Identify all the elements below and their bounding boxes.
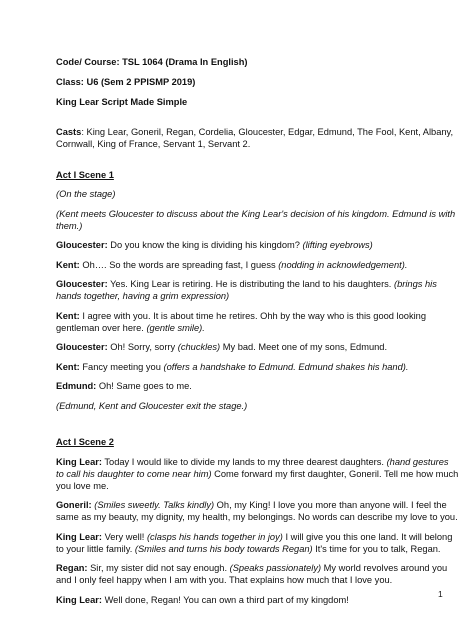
dialogue-text: Yes. King Lear is retiring. He is distributing the land to his daughters. <box>107 279 394 289</box>
dialogue-text: Today I would like to divide my lands to my three dearest daughters. <box>101 457 387 467</box>
stage-direction: (Smiles and turns his body towards Regan) <box>134 544 313 554</box>
casts-label: Casts <box>56 127 82 137</box>
dialogue-line <box>56 381 428 392</box>
dialogue-text: Fancy meeting you <box>79 362 164 372</box>
stage-direction: (clasps his hands together in joy) <box>146 532 283 542</box>
stage-direction: (brings his <box>393 279 437 289</box>
stage-direction: (offers a handshake to Edmund. Edmund shakes his hand). <box>163 362 409 372</box>
stage-direction: (nodding in acknowledgement). <box>278 260 408 270</box>
speaker: Gloucester: <box>56 240 108 250</box>
speaker: King Lear: <box>56 595 102 605</box>
stage-direction: (lifting eyebrows) <box>302 240 373 250</box>
speaker: King Lear: <box>56 532 102 542</box>
dialogue-line <box>56 311 428 322</box>
stage-direction: (chuckles) <box>177 342 221 352</box>
dialogue-text: Do you know the king is dividing his kingdom? <box>107 240 303 250</box>
dialogue-line: and I only feel happy when I am with you. That explains how much that I love you. <box>56 575 393 585</box>
casts-line-1 <box>56 127 454 138</box>
dialogue-line: you love me. <box>56 481 109 491</box>
dialogue-line <box>56 532 453 543</box>
stage-direction: (hand gestures <box>386 457 449 467</box>
stage-direction: (Speaks passionately) <box>229 563 322 573</box>
dialogue-line <box>56 457 449 468</box>
dialogue-text: to your little family. <box>56 544 135 554</box>
dialogue-text: gentleman over here. <box>56 323 147 333</box>
dialogue-line <box>56 240 428 251</box>
scene2-heading: Act I Scene 2 <box>56 437 114 447</box>
dialogue-line <box>56 260 428 271</box>
dialogue-line <box>56 342 428 353</box>
speaker: Regan: <box>56 563 88 573</box>
dialogue-text: I agree with you. It is about time he retires. Ohh by the way who is this good looking <box>79 311 426 321</box>
dialogue-line: same as my beauty, my dignity, my health, my belongings. No words can describe my love to you. <box>56 512 458 522</box>
speaker: Gloucester: <box>56 342 108 352</box>
speaker: King Lear: <box>56 457 102 467</box>
dialogue-line <box>56 469 459 480</box>
speaker: Edmund: <box>56 381 97 391</box>
dialogue-text: I will give you this one land. It will belong <box>282 532 453 542</box>
stage-direction: (gentle smile). <box>146 323 205 333</box>
dialogue-text: Oh…. So the words are spreading fast, I guess <box>79 260 279 270</box>
casts-text: : King Lear, Goneril, Regan, Cordelia, Gloucester, Edgar, Edmund, The Fool, Kent, Albany, <box>81 127 454 137</box>
speaker: Kent: <box>56 260 80 270</box>
stage-direction: (On the stage) <box>56 189 116 199</box>
stage-direction: (Smiles sweetly. Talks kindly) <box>91 500 215 510</box>
dialogue-line <box>56 544 441 555</box>
dialogue-text: Oh, my King! I love you more than anyone will. I feel the <box>214 500 447 510</box>
dialogue-text: Come forward my first daughter, Goneril. Tell me how much <box>211 469 459 479</box>
dialogue-line <box>56 323 428 334</box>
speaker: Kent: <box>56 362 80 372</box>
stage-direction: (Kent meets Gloucester to discuss about the King Lear's decision of his kingdom. Edmund is with <box>56 209 456 219</box>
stage-direction: hands together, having a grim expression) <box>56 291 230 301</box>
stage-direction: to call his daughter to come near him) <box>56 469 212 479</box>
dialogue-line <box>56 563 448 574</box>
dialogue-line <box>56 595 428 606</box>
dialogue-line <box>56 500 447 511</box>
scene1-heading: Act I Scene 1 <box>56 170 114 180</box>
dialogue-text: My bad. Meet one of my sons, Edmund. <box>220 342 388 352</box>
course-code: Code/ Course: TSL 1064 (Drama In English) <box>56 57 248 67</box>
dialogue-text: Sir, my sister did not say enough. <box>87 563 230 573</box>
stage-direction: them.) <box>56 221 83 231</box>
dialogue-line <box>56 279 437 290</box>
dialogue-line <box>56 362 428 373</box>
speaker: Gloucester: <box>56 279 108 289</box>
dialogue-text: Oh! Sorry, sorry <box>107 342 178 352</box>
document-title: King Lear Script Made Simple <box>56 97 188 107</box>
page-number: 1 <box>438 589 443 599</box>
casts-line-2: Cornwall, King of France, Servant 1, Servant 2. <box>56 139 251 149</box>
dialogue-text: Oh! Same goes to me. <box>96 381 192 391</box>
class-info: Class: U6 (Sem 2 PPISMP 2019) <box>56 77 196 87</box>
speaker: Goneril: <box>56 500 92 510</box>
dialogue-text: Well done, Regan! You can own a third part of my kingdom! <box>101 595 349 605</box>
stage-direction: (Edmund, Kent and Gloucester exit the stage.) <box>56 401 248 411</box>
speaker: Kent: <box>56 311 80 321</box>
dialogue-text: Very well! <box>101 532 147 542</box>
dialogue-text: It's time for you to talk, Regan. <box>312 544 441 554</box>
dialogue-text: My world revolves around you <box>321 563 448 573</box>
